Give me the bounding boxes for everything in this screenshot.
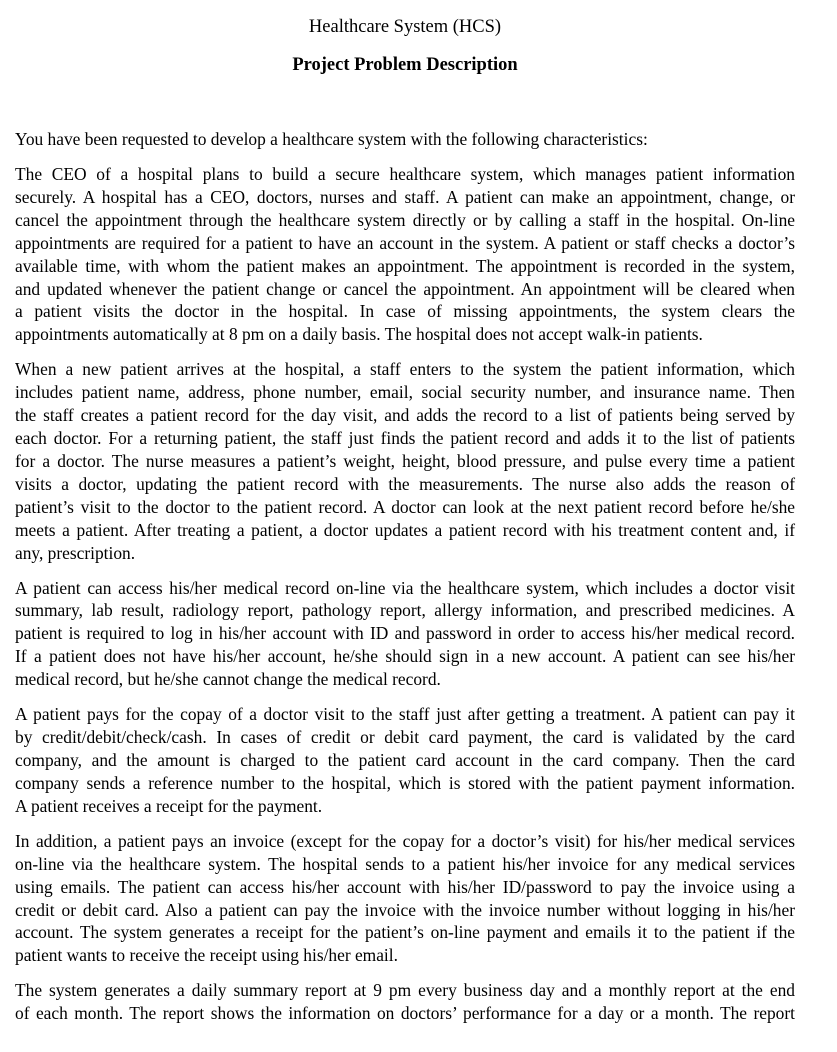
text-line: cancel the appointment through the healthcare system directly or by calling a staff in the hospital. On-line [15, 209, 795, 230]
paragraph [15, 979, 795, 1025]
paragraph [15, 163, 795, 346]
text-line: and updated whenever the patient change or cancel the appointment. An appointment will be cleared when [15, 278, 795, 299]
text-line: appointments are required for a patient to have an account in the system. A patient or staff checks a doctor’s [15, 232, 795, 253]
text-line: meets a patient. After treating a patient, a doctor updates a patient record with his treatment content and, if [15, 519, 795, 540]
text-line: company sends a reference number to the hospital, which is stored with the patient payment information. [15, 772, 795, 793]
text-line: any, prescription. [15, 542, 136, 563]
text-line: the staff creates a patient record for the day visit, and adds the record to a list of patients being served by [15, 405, 795, 426]
text-line: patient wants to receive the receipt using his/her email. [15, 945, 398, 966]
text-line: You have been requested to develop a healthcare system with the following characteristics: [15, 129, 648, 149]
text-line: patient is required to log in his/her account with ID and password in order to access his/her medical record. [15, 623, 795, 644]
text-line: for a doctor. The nurse measures a patient’s weight, height, blood pressure, and pulse every time a patient [15, 450, 795, 471]
paragraph [15, 358, 795, 564]
text-line: using emails. The patient can access his/her account with his/her ID/password to pay the invoice using a [15, 876, 795, 897]
text-line: each doctor. For a returning patient, the staff just finds the patient record and adds it to the list of patients [15, 428, 795, 449]
text-line: A patient can access his/her medical record on-line via the healthcare system, which includes a doctor visit [15, 577, 795, 598]
text-line: medical record, but he/she cannot change the medical record. [15, 669, 441, 690]
document-title: Healthcare System (HCS) [308, 17, 502, 37]
paragraph [15, 128, 795, 151]
text-line: In addition, a patient pays an invoice (except for the copay for a doctor’s visit) for his/her medical services [15, 830, 795, 851]
text-line: When a new patient arrives at the hospital, a staff enters to the system the patient information, which [15, 359, 795, 380]
text-line: company, and the amount is charged to the patient card account in the card company. Then the card [15, 750, 795, 771]
text-line: of each month. The report shows the information on doctors’ performance for a day or a month. The report [15, 1003, 795, 1024]
paragraph [15, 830, 795, 967]
text-line: The system generates a daily summary report at 9 pm every business day and a monthly report at the end [15, 980, 795, 1001]
paragraph [15, 703, 795, 817]
text-line: by credit/debit/check/cash. In cases of credit or debit card payment, the card is validated by the card [15, 727, 795, 748]
document-subtitle: Project Problem Description [292, 55, 518, 75]
text-line: on-line via the healthcare system. The hospital sends to a patient his/her invoice for any medical services [15, 853, 795, 874]
text-line: patient’s visit to the doctor to the patient record. A doctor can look at the next patient record before he/she [15, 496, 795, 517]
text-line: summary, lab result, radiology report, pathology report, allergy information, and prescribed medicines. A [15, 600, 795, 621]
text-line: account. The system generates a receipt for the patient’s on-line payment and emails it to the patient if the [15, 922, 795, 943]
text-line: a patient visits the doctor in the hospital. In case of missing appointments, the system clears the [15, 301, 795, 322]
text-line: The CEO of a hospital plans to build a secure healthcare system, which manages patient information [15, 164, 795, 185]
text-line: includes patient name, address, phone number, email, social security number, and insurance name. Then [15, 382, 795, 403]
text-line: A patient receives a receipt for the payment. [15, 795, 323, 816]
document-body [15, 128, 795, 1037]
text-line: credit or debit card. Also a patient can pay the invoice with the invoice number without logging in his/her [15, 899, 795, 920]
text-line: securely. A hospital has a CEO, doctors, nurses and staff. A patient can make an appointment, change, or [15, 186, 795, 207]
paragraph [15, 577, 795, 691]
text-line: A patient pays for the copay of a doctor visit to the staff just after getting a treatment. A patient can pay it [15, 704, 795, 725]
text-line: visits a doctor, updating the patient record with the measurements. The nurse also adds the reason of [15, 473, 795, 494]
text-line: available time, with whom the patient makes an appointment. The appointment is recorded in the system, [15, 255, 795, 276]
text-line: appointments automatically at 8 pm on a daily basis. The hospital does not accept walk-in patients. [15, 324, 703, 345]
text-line: If a patient does not have his/her account, he/she should sign in a new account. A patient can see his/her [15, 646, 795, 667]
